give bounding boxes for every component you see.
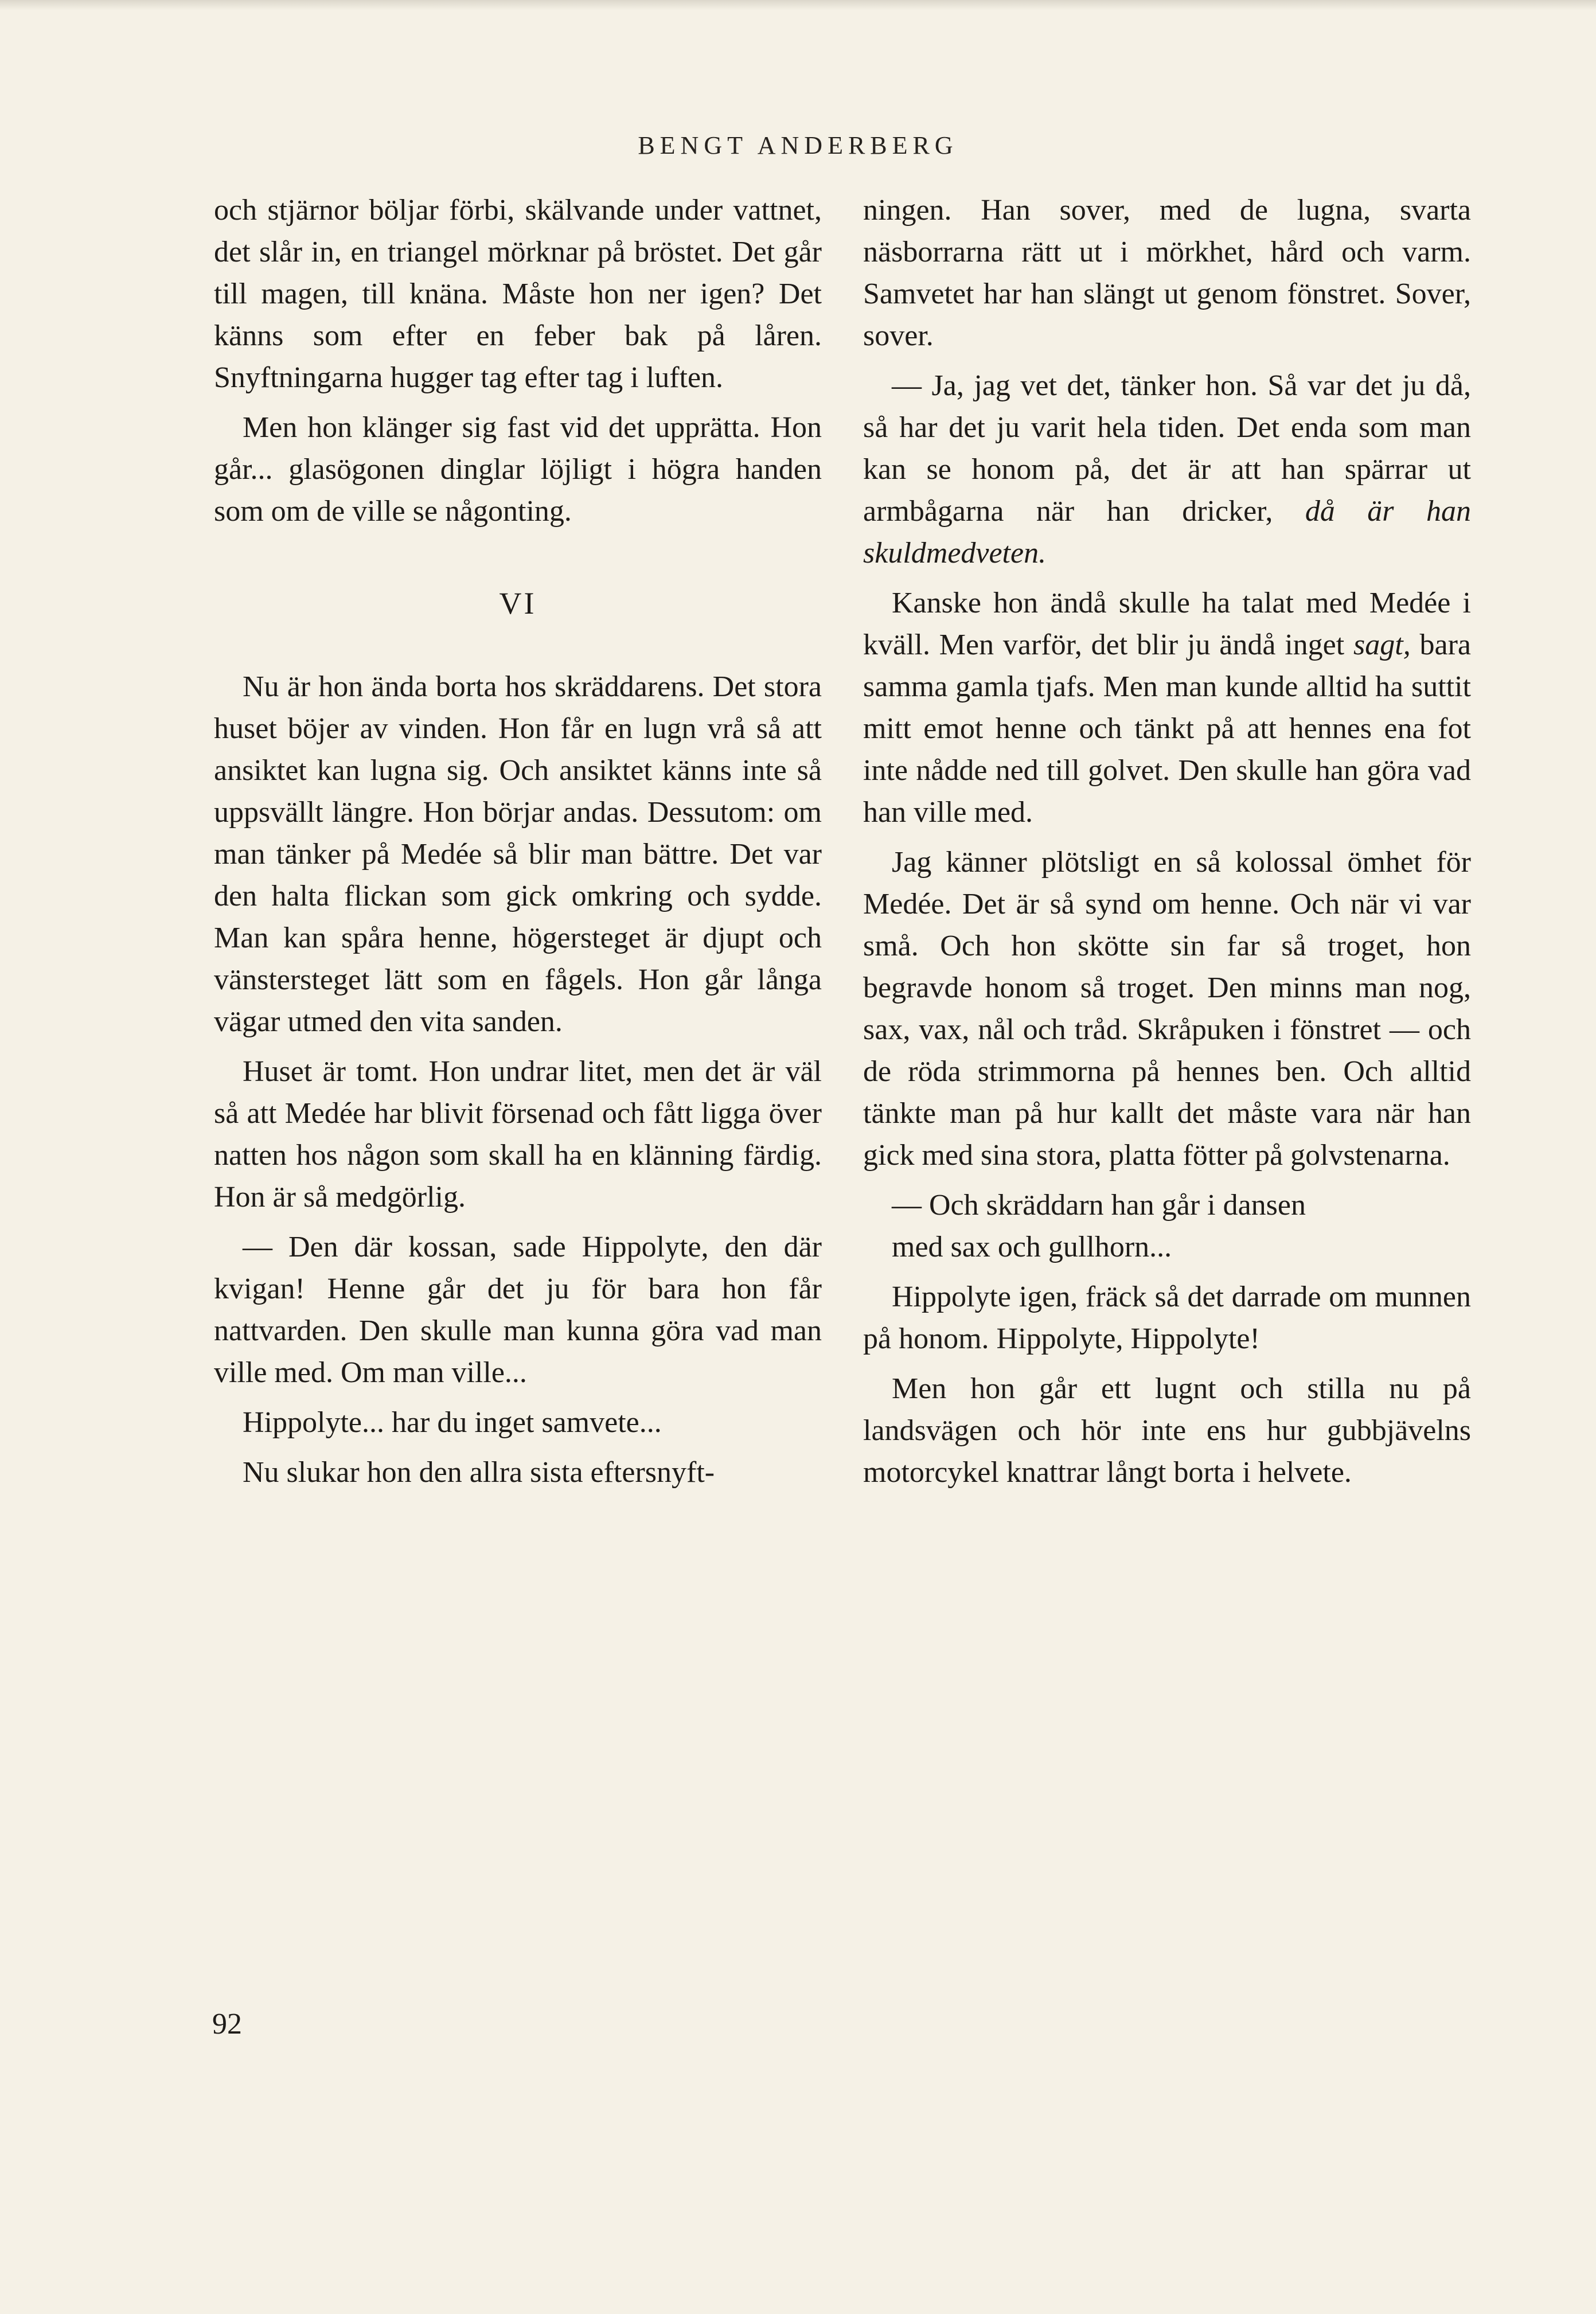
paragraph: Nu slukar hon den allra sista eftersnyft- bbox=[243, 1456, 715, 1489]
verse-line: — Och skräddarn han går i dansen bbox=[892, 1189, 1306, 1222]
paragraph: Huset är tomt. Hon undrar litet, men det är väl så att Medée har blivit försenad och fått ligga över natten hos någon som skall ha en klänning färdig. Hon är så medgörlig. bbox=[214, 1055, 822, 1213]
paragraph: Men hon går ett lugnt och stilla nu på landsvägen och hör inte ens hur gubbjävelns motorcykel knattrar långt borta i helvete. bbox=[863, 1372, 1471, 1489]
paragraph-text: — Ja, jag vet det, tänker hon. Så var det ju då, så har det ju varit hela tiden. Det enda som man kan se honom på, det är att han spärrar ut armbågarna när han dricker, bbox=[863, 369, 1471, 528]
italic-word: sagt, bbox=[1353, 629, 1411, 661]
paragraph: Hippolyte igen, fräck så det darrade om munnen på honom. Hippolyte, Hippolyte! bbox=[863, 1281, 1471, 1355]
paragraph: — Den där kossan, sade Hippolyte, den där kvigan! Henne går det ju för bara hon får nattvarden. Den skulle man kunna göra vad man ville med. Om man ville... bbox=[214, 1231, 822, 1389]
paragraph: Hippolyte... har du inget samvete... bbox=[243, 1406, 662, 1439]
page-top-edge bbox=[0, 0, 1596, 10]
verse bbox=[863, 1184, 1471, 1268]
right-column bbox=[863, 189, 1471, 1501]
section-heading: VI bbox=[499, 586, 537, 621]
verse-line: med sax och gullhorn... bbox=[892, 1231, 1172, 1263]
paragraph bbox=[863, 582, 1471, 833]
paragraph: ningen. Han sover, med de lugna, svarta näsborrarna rätt ut i mörkhet, hård och varm. Samvetet har han slängt ut genom fönstret. Sover, sover. bbox=[863, 194, 1471, 352]
italic-phrase: då är han skuldmedveten. bbox=[863, 495, 1471, 569]
paragraph: Men hon klänger sig fast vid det upprätta. Hon går... glasögonen dinglar löjligt i högra handen som om de ville se någonting. bbox=[214, 411, 822, 528]
page-number: 92 bbox=[212, 2008, 242, 2040]
paragraph: Nu är hon ända borta hos skräddarens. Det stora huset böjer av vinden. Hon får en lugn vrå så att ansiktet kan lugna sig. Och ansiktet känns inte så uppsvällt längre. Hon börjar andas. Dessutom: om man tänker på Medée så blir man bättre. Det var den halta flickan som gick omkring och sydde. Man kan spåra henne, högersteget är djupt och vänstersteget lätt som en fågels. Hon går långa vägar utmed den vita sanden. bbox=[214, 670, 822, 1038]
paragraph-text: bara samma gamla tjafs. Men man kunde alltid ha suttit mitt emot henne och tänkt på att hennes ena fot inte nådde ned till golvet. Den skulle han göra vad han ville med. bbox=[863, 629, 1472, 829]
left-column bbox=[214, 189, 822, 1501]
paragraph: Jag känner plötsligt en så kolossal ömhet för Medée. Det är så synd om henne. Och när vi var små. Och hon skötte sin far så troget, hon begravde honom så troget. Den minns man nog, sax, vax, nål och tråd. Skråpuken i fönstret — och de röda strimmorna på hennes ben. Och alltid tänkte man på hur kallt det måste vara när han gick med sina stora, platta fötter på golvstenarna. bbox=[863, 846, 1471, 1172]
paragraph bbox=[863, 365, 1471, 574]
running-head: BENGT ANDERBERG bbox=[638, 131, 958, 159]
paragraph: och stjärnor böljar förbi, skälvande under vattnet, det slår in, en triangel mörknar på bröstet. Det går till magen, till knäna. Måste hon ner igen? Det känns som efter en feber bak på låren. Snyftningarna hugger tag efter tag i luften. bbox=[214, 194, 822, 394]
paragraph-text: Kanske hon ändå skulle ha talat med Medée i kväll. Men varför, det blir ju ändå inget bbox=[863, 587, 1471, 661]
